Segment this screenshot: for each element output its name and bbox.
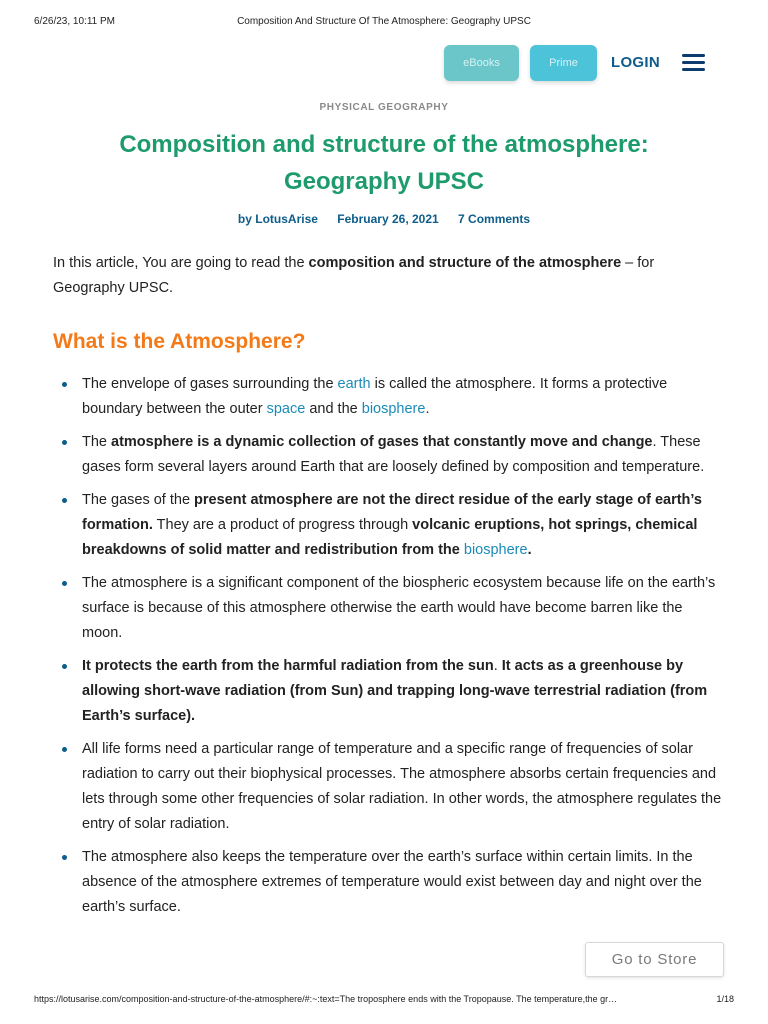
text: They are a product of progress through <box>152 517 413 533</box>
text: All life forms need a particular range of temperature and a specific range of frequencies of solar radiation to carry out their biophysical processes. The atmosphere absorbs certain frequencies and lets through some other frequencies of solar radiation. In other words, the atmosphere regulates the entry of solar radiation. <box>82 741 722 832</box>
text: and the <box>305 401 362 417</box>
category-label[interactable]: PHYSICAL GEOGRAPHY <box>319 102 449 113</box>
ebooks-button[interactable]: eBooks <box>444 45 519 81</box>
biosphere-link[interactable]: biosphere <box>361 401 426 417</box>
list-item <box>53 571 723 646</box>
biosphere-link[interactable]: biosphere <box>463 542 528 558</box>
text: The <box>82 434 112 450</box>
space-link[interactable]: space <box>266 401 306 417</box>
text: is called the atmosphere. It forms a protective boundary between the outer <box>82 376 668 417</box>
earth-link[interactable]: earth <box>337 376 371 392</box>
intro-text: In this article, You are going to read the <box>53 255 309 271</box>
bold-text: volcanic eruptions, hot springs, chemical breakdowns of solid matter and redistribution from the <box>82 517 698 558</box>
page-number: 1/18 <box>716 994 734 1004</box>
page-title: Composition and structure of the atmosphere: Geography UPSC <box>119 131 649 195</box>
list-item <box>53 845 723 920</box>
go-to-store-button[interactable]: Go to Store <box>585 942 724 977</box>
text: The envelope of gases surrounding the <box>82 376 338 392</box>
print-url: https://lotusarise.com/composition-and-structure-of-the-atmosphere/#:~:text=The troposphere ends with the Tropopause. The temperature,the gr… <box>34 994 618 1004</box>
bold-text: atmosphere is a dynamic collection of gases that constantly move and change <box>111 434 653 450</box>
list-item <box>53 372 723 422</box>
print-doc-title: Composition And Structure Of The Atmosphere: Geography UPSC <box>237 16 531 27</box>
login-link[interactable]: LOGIN <box>611 54 660 71</box>
bullet-list <box>53 372 723 928</box>
bold-text: It protects the earth from the harmful radiation from the sun <box>82 658 494 674</box>
menu-bar <box>682 61 705 64</box>
menu-bar <box>682 54 705 57</box>
intro-paragraph <box>53 251 723 301</box>
text: The atmosphere is a significant component of the biospheric ecosystem because life on the earth’s surface is because of this atmosphere otherwise the earth would have become barren like the moon. <box>82 575 716 641</box>
print-datetime: 6/26/23, 10:11 PM <box>34 16 115 27</box>
print-header <box>0 16 768 32</box>
bold-text: It acts as a greenhouse by allowing short-wave radiation (from Sun) and trapping long-wave terrestrial radiation (from Earth’s surface). <box>82 658 708 724</box>
text: The atmosphere also keeps the temperature over the earth’s surface within certain limits. In the absence of the atmosphere extremes of temperature would exist between day and night over the earth’s surface. <box>82 849 702 915</box>
bold-text: present atmosphere are not the direct residue of the early stage of earth’s formation. <box>82 492 702 533</box>
text: . <box>425 401 430 417</box>
prime-button[interactable]: Prime <box>530 45 597 81</box>
intro-text: – for Geography UPSC. <box>53 255 655 296</box>
hamburger-menu-icon[interactable] <box>682 54 705 72</box>
section-heading: What is the Atmosphere? <box>53 330 306 353</box>
post-meta <box>0 212 768 226</box>
intro-bold: composition and structure of the atmosphere <box>308 255 622 271</box>
text: . These gases form several layers around Earth that are loosely defined by composition and temperature. <box>82 434 705 475</box>
list-item <box>53 430 723 480</box>
text: The gases of the <box>82 492 195 508</box>
list-item <box>53 737 723 837</box>
date-link[interactable]: February 26, 2021 <box>337 212 439 226</box>
text: . <box>493 658 502 674</box>
list-item <box>53 654 723 729</box>
comments-link[interactable]: 7 Comments <box>458 212 531 226</box>
menu-bar <box>682 68 705 71</box>
author-link[interactable]: by LotusArise <box>237 212 318 226</box>
bold-text: . <box>527 542 532 558</box>
list-item <box>53 488 723 563</box>
